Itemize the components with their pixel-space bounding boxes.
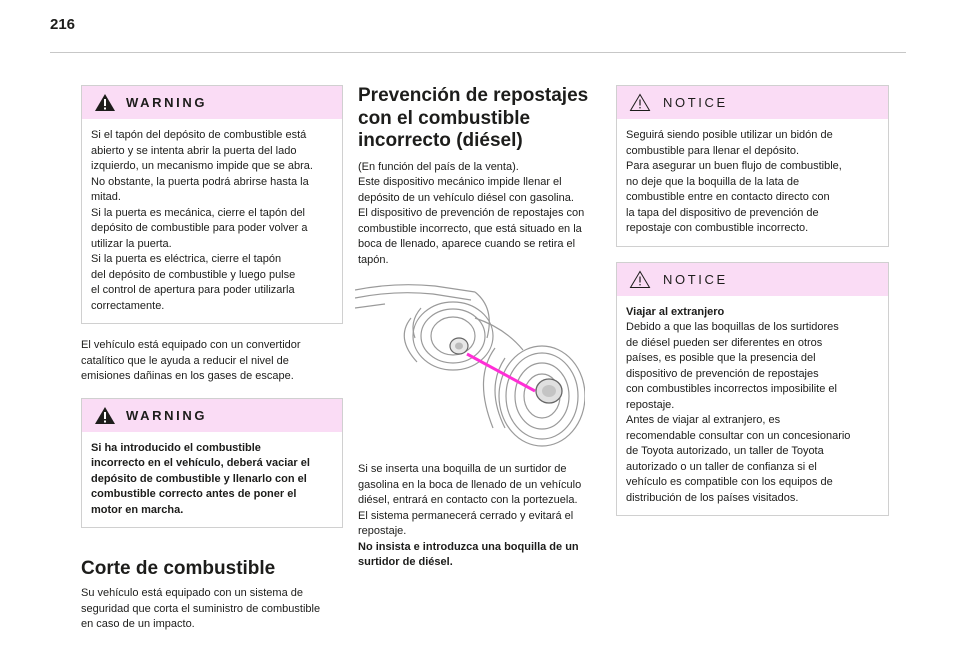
notice-subtitle: Viajar al extranjero	[626, 305, 725, 318]
text-line: de Toyota autorizado, un taller de Toyota	[626, 445, 824, 457]
text-line: la tapa del dispositivo de prevención de	[626, 206, 819, 219]
text-line: izquierdo, un mecanismo impide que se abra.	[91, 160, 313, 172]
text-line: no deje que la boquilla de la lata de	[626, 175, 800, 188]
warning-header	[82, 86, 342, 119]
warning-triangle-icon	[94, 406, 116, 425]
text-line: Si ha introducido el combustible	[91, 441, 261, 454]
text-line: Seguirá siendo posible utilizar un bidón de	[626, 129, 833, 141]
top-rule	[50, 52, 906, 53]
text-line: No insista e introduzca una boquilla de un	[358, 540, 579, 553]
text-line: correctamente.	[91, 299, 165, 312]
text-line: emisiones dañinas en los gases de escape.	[81, 370, 294, 382]
text-line: Antes de viajar al extranjero, es	[626, 414, 781, 426]
text-line: utilizar la puerta.	[91, 237, 172, 250]
text-line: mitad.	[91, 191, 121, 203]
text-line: motor en marcha.	[91, 503, 184, 516]
text-line: con combustibles incorrectos imposibilite el	[626, 383, 837, 395]
heading-line: incorrecto (diésel)	[358, 130, 523, 151]
fuel-filler-illustration	[355, 278, 585, 448]
warning-title: WARNING	[126, 407, 208, 423]
text-line: Si se inserta una boquilla de un surtidor de	[358, 463, 567, 475]
text-line: recomendable consultar con un concesionario	[626, 429, 851, 442]
text-line: El sistema permanecerá cerrado y evitará el	[358, 509, 574, 522]
text-line: surtidor de diésel.	[358, 556, 453, 568]
warning-header	[82, 399, 342, 432]
callout-line	[467, 354, 535, 391]
text-line: Si la puerta es eléctrica, cierre el tapón	[91, 253, 282, 265]
text-line: seguridad que corta el suministro de combustible	[81, 602, 321, 615]
notice-triangle-icon	[629, 270, 651, 289]
text-line: Si el tapón del depósito de combustible está	[91, 129, 307, 141]
text-line: autorizado o un taller de confianza si el	[626, 460, 817, 473]
text-line: Si la puerta es mecánica, cierre el tapón del	[91, 206, 306, 219]
text-line: en caso de un impacto.	[81, 618, 195, 630]
text-line: vehículo es compatible con los equipos de	[626, 476, 833, 488]
text-line: distribución de los países visitados.	[626, 491, 799, 504]
text-line: el control de apertura para poder utilizarla	[91, 284, 295, 296]
text-line: abierto y se intenta abrir la puerta del lado	[91, 144, 297, 157]
text-line: No obstante, la puerta podrá abrirse hasta la	[91, 175, 309, 188]
text-line: combustible incorrecto, que está situado en la	[358, 222, 582, 235]
column-right	[616, 85, 889, 516]
text-line: depósito de un vehículo diésel con gasolina.	[358, 191, 574, 204]
notice-box-container	[616, 85, 889, 247]
prevencion-intro	[358, 160, 604, 269]
text-line: diésel, entrará en contacto con la portezuela.	[358, 494, 578, 506]
catalytic-paragraph	[81, 338, 343, 385]
warning-triangle-icon	[94, 93, 116, 112]
text-line: incorrecto en el vehículo, deberá vaciar el	[91, 457, 310, 469]
notice-body	[617, 296, 888, 516]
text-line: gasolina en la boca de llenado de un vehículo	[358, 478, 582, 491]
text-line: del depósito de combustible y luego pulse	[91, 268, 296, 281]
section-heading-corte: Corte de combustible	[81, 558, 276, 579]
text-line: repostaje.	[358, 525, 407, 537]
text-line: países, es posible que la presencia del	[626, 352, 816, 364]
notice-header	[617, 263, 888, 296]
warning-box-fuel	[81, 398, 343, 529]
notice-triangle-icon	[629, 93, 651, 112]
warning-body	[82, 432, 342, 528]
text-line: depósito de combustible y llenarlo con el	[91, 472, 307, 485]
text-line: combustible entre en contacto directo con	[626, 191, 830, 203]
notice-box-abroad	[616, 262, 889, 517]
page-number: 216	[50, 16, 76, 33]
text-line: Su vehículo está equipado con un sistema de	[81, 587, 303, 599]
text-line: Para asegurar un buen flujo de combustible,	[626, 160, 842, 172]
text-line: Debido a que las boquillas de los surtidores	[626, 321, 839, 333]
text-line: repostaje con combustible incorrecto.	[626, 222, 809, 234]
text-line: boca de llenado, aparece cuando se retira el	[358, 238, 576, 250]
column-left	[81, 85, 343, 633]
fuel-filler-drawing	[355, 278, 585, 448]
notice-header	[617, 86, 888, 119]
section-heading-prevencion	[358, 85, 604, 153]
text-line: repostaje.	[626, 398, 675, 411]
text-line: tapón.	[358, 253, 389, 266]
heading-line: Prevención de repostajes	[358, 85, 589, 106]
text-line: El dispositivo de prevención de repostajes con	[358, 207, 585, 219]
warning-box-door	[81, 85, 343, 324]
column-middle	[358, 85, 604, 571]
text-line: catalítico que le ayuda a reducir el nivel de	[81, 354, 289, 367]
text-line: depósito de combustible para poder volver a	[91, 222, 308, 234]
corte-paragraph	[81, 586, 343, 633]
text-line: El vehículo está equipado con un convertidor	[81, 339, 301, 351]
text-line: dispositivo de prevención de repostajes	[626, 367, 819, 380]
warning-title: WARNING	[126, 95, 208, 110]
notice-title: NOTICE	[663, 271, 728, 287]
text-line: combustible para llenar el depósito.	[626, 144, 800, 157]
notice-body	[617, 119, 888, 246]
text-line: (En función del país de la venta).	[358, 160, 519, 173]
text-line: combustible correcto antes de poner el	[91, 488, 297, 500]
text-line: Este dispositivo mecánico impide llenar el	[358, 176, 562, 188]
heading-line: con el combustible	[358, 107, 531, 129]
warning-body	[82, 119, 342, 323]
prevencion-after	[358, 462, 604, 571]
text-line: de diésel pueden ser diferentes en otros	[626, 336, 823, 349]
notice-title: NOTICE	[663, 95, 728, 110]
